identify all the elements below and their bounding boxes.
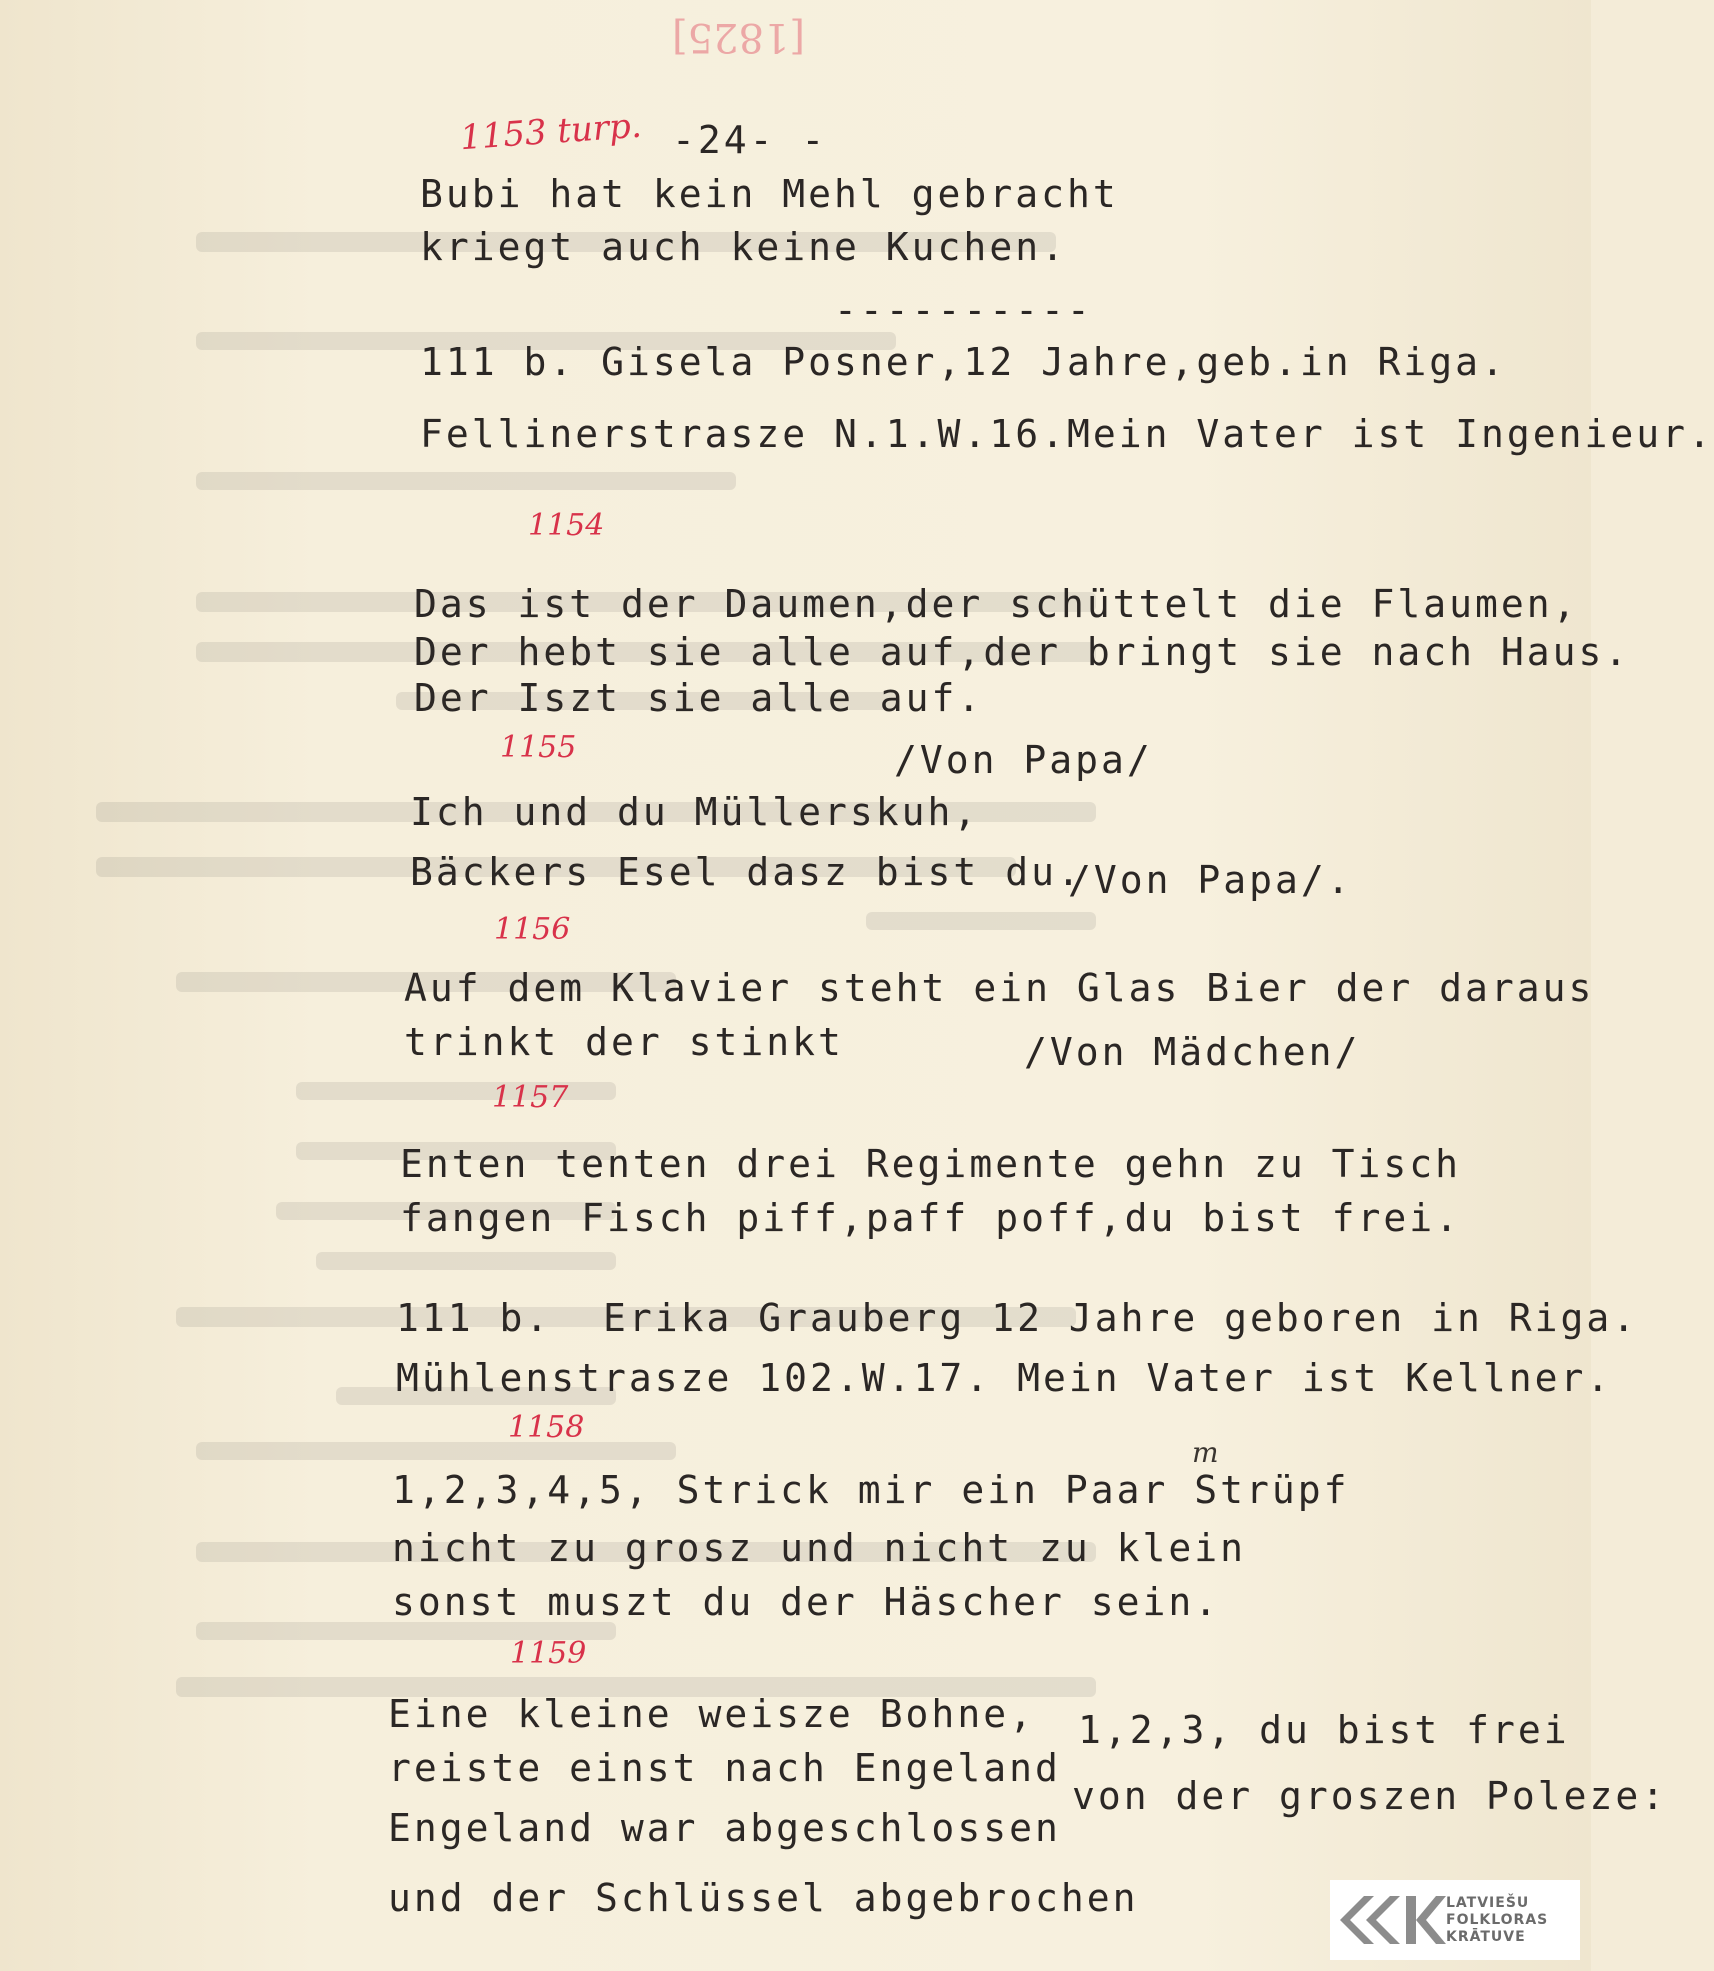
source-note: /Von Mädchen/	[1024, 1030, 1361, 1074]
text-line: Eine kleine weisze Bohne,	[388, 1692, 1035, 1736]
entry-number: 1155	[500, 730, 577, 765]
entry-number: 1159	[510, 1636, 587, 1671]
text-line: Bäckers Esel dasz bist du.	[410, 850, 1083, 894]
source-note: /Von Papa/	[894, 738, 1153, 782]
text-line: Das ist der Daumen,der schüttelt die Flaumen,	[414, 582, 1579, 626]
lfk-logo-icon	[1336, 1888, 1446, 1952]
informant-line: 111 b. Erika Grauberg 12 Jahre geboren in Riga.	[396, 1296, 1639, 1340]
text-line: sonst muszt du der Häscher sein.	[392, 1580, 1221, 1624]
text-line: trinkt der stinkt	[404, 1020, 844, 1064]
informant-line: Mühlenstrasze 102.W.17. Mein Vater ist Kellner.	[396, 1356, 1613, 1400]
text-line: Enten tenten drei Regimente gehn zu Tisch	[400, 1142, 1461, 1186]
informant-line: 111 b. Gisela Posner,12 Jahre,geb.in Riga.	[420, 340, 1507, 384]
text-line: kriegt auch keine Kuchen.	[420, 225, 1067, 269]
text-line: reiste einst nach Engeland	[388, 1746, 1061, 1790]
entry-number: 1157	[492, 1080, 569, 1115]
side-text: 1,2,3, du bist frei	[1078, 1708, 1570, 1752]
text-line: fangen Fisch piff,paff poff,du bist frei.	[400, 1196, 1461, 1240]
text-line: und der Schlüssel abgebrochen	[388, 1876, 1139, 1920]
bleed-through-text	[150, 168, 1200, 1668]
text-line: Engeland war abgeschlossen	[388, 1806, 1061, 1850]
text-line: Bubi hat kein Mehl gebracht	[420, 172, 1119, 216]
entry-number: 1154	[528, 508, 605, 543]
text-line: Ich und du Müllerskuh,	[410, 790, 980, 834]
text-line: nicht zu grosz und nicht zu klein	[392, 1526, 1246, 1570]
logo-line: FOLKLORAS	[1446, 1911, 1549, 1928]
entry-number: 1158	[508, 1410, 585, 1445]
text-line: 1,2,3,4,5, Strick mir ein Paar Strüpf	[392, 1468, 1350, 1512]
logo-text	[1446, 1895, 1548, 1946]
archive-logo	[1330, 1880, 1580, 1960]
text-line: Der hebt sie alle auf,der bringt sie nach Haus.	[414, 630, 1631, 674]
side-text: von der groszen Poleze:	[1072, 1774, 1668, 1818]
text-line: Der Iszt sie alle auf.	[414, 676, 984, 720]
text-line: Auf dem Klavier steht ein Glas Bier der daraus	[404, 966, 1595, 1010]
separator: ----------	[834, 288, 1093, 332]
source-note: /Von Papa/.	[1068, 858, 1353, 902]
annotation-number: 1153 turp.	[458, 105, 643, 159]
handwritten-insertion: m	[1192, 1436, 1219, 1469]
page-number: -24- -	[672, 118, 828, 162]
red-archive-stamp: [1825]	[672, 14, 806, 60]
informant-line: Fellinerstrasze N.1.W.16.Mein Vater ist Ingenieur.	[420, 412, 1714, 456]
entry-number: 1156	[494, 912, 571, 947]
logo-line: LATVIEŠU	[1446, 1894, 1530, 1911]
logo-line: KRĀTUVE	[1446, 1928, 1526, 1945]
